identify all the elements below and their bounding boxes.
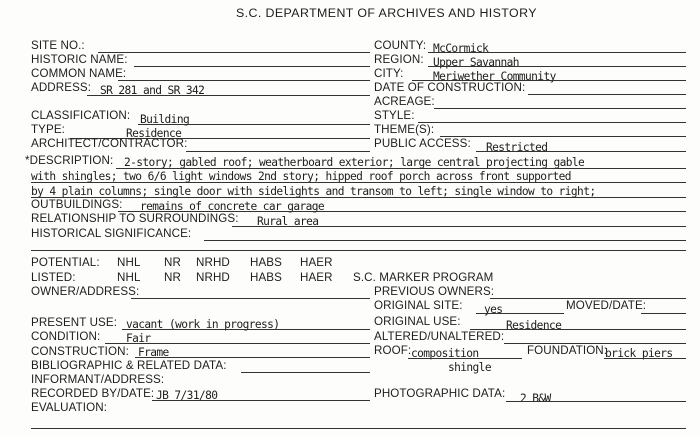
original-site-value: yes [484, 303, 503, 316]
construction-line [135, 357, 370, 358]
photographic-data-line [506, 401, 686, 402]
section-divider [31, 250, 686, 251]
description-rule-3 [31, 197, 686, 198]
style-line [418, 122, 686, 123]
condition-line [105, 343, 370, 344]
address-line [87, 95, 370, 96]
common-name-label: COMMON NAME: [31, 67, 127, 80]
architect-line [186, 151, 370, 152]
classification-label: CLASSIFICATION: [31, 109, 131, 122]
foundation-label: FOUNDATION: [527, 344, 608, 357]
recorded-by-line [152, 400, 370, 401]
original-use-label: ORIGINAL USE: [374, 315, 461, 328]
evaluation-label: EVALUATION: [31, 401, 108, 414]
roof-value-2: shingle [448, 361, 491, 374]
listed-code-nhl: NHL [117, 271, 141, 284]
present-use-label: PRESENT USE: [31, 316, 118, 329]
photographic-data-label: PHOTOGRAPHIC DATA: [374, 387, 506, 400]
acreage-line [434, 108, 686, 109]
outbuildings-value: remains of concrete car garage [140, 200, 325, 213]
historic-name-label: HISTORIC NAME: [31, 53, 128, 66]
city-value: Meriwether Community [433, 70, 556, 83]
themes-label: THEME(S): [374, 123, 435, 136]
county-line [428, 52, 686, 53]
classification-line [138, 124, 370, 125]
evaluation-rule [31, 428, 686, 429]
potential-code-nr: NR [164, 256, 181, 269]
foundation-value: brick piers [605, 347, 673, 360]
public-access-line [476, 151, 686, 152]
site-no-label: SITE NO.: [31, 39, 85, 52]
present-use-line [122, 329, 370, 330]
region-value: Upper Savannah [433, 56, 519, 69]
public-access-label: PUBLIC ACCESS: [374, 137, 471, 150]
classification-value: Building [140, 113, 190, 126]
condition-value: Fair [126, 332, 151, 345]
style-label: STYLE: [374, 109, 415, 122]
address-value: SR 281 and SR 342 [100, 84, 205, 97]
historical-significance-label: HISTORICAL SIGNIFICANCE: [31, 227, 192, 240]
county-value: McCormick [433, 42, 489, 55]
acreage-label: ACREAGE: [374, 95, 435, 108]
listed-code-habs: HABS [250, 271, 282, 284]
outbuildings-label: OUTBUILDINGS: [31, 198, 123, 211]
listed-code-nr: NR [164, 271, 181, 284]
historic-name-line [134, 66, 370, 67]
listed-code-nrhd: NRHD [196, 271, 230, 284]
document-header: S.C. DEPARTMENT OF ARCHIVES AND HISTORY [236, 6, 537, 20]
description-line-1: 2-story; gabled roof; weatherboard exterior; large central projecting gable [124, 156, 585, 169]
potential-code-haer: HAER [300, 256, 333, 269]
condition-label: CONDITION: [31, 330, 101, 343]
construction-value: Frame [138, 346, 169, 359]
description-line-3: by 4 plain columns; single door with sidelights and transom to left; single window to right; [31, 185, 596, 198]
region-line [428, 66, 686, 67]
potential-code-nrhd: NRHD [196, 256, 230, 269]
moved-date-label: MOVED/DATE: [566, 299, 647, 312]
informant-label: INFORMANT/ADDRESS: [31, 373, 165, 386]
date-of-construction-line [528, 94, 686, 95]
listed-code-haer: HAER [300, 271, 333, 284]
foundation-line [604, 358, 686, 359]
description-line-2: with shingles; two 6/6 light windows 2nd story; hipped roof porch across front supported [31, 170, 571, 183]
date-of-construction-label: DATE OF CONSTRUCTION: [374, 81, 526, 94]
potential-label: POTENTIAL: [31, 256, 100, 269]
relationship-value: Rural area [257, 215, 319, 228]
owner-address-label: OWNER/ADDRESS: [31, 285, 140, 298]
recorded-by-value: JB 7/31/80 [156, 389, 218, 402]
site-no-line [98, 52, 370, 53]
roof-line [408, 358, 522, 359]
description-rule-1 [116, 168, 686, 169]
public-access-value: Restricted [486, 141, 548, 154]
potential-code-nhl: NHL [117, 256, 141, 269]
moved-date-line [641, 313, 686, 314]
architect-label: ARCHITECT/CONTRACTOR: [31, 137, 188, 150]
biblio-line [241, 372, 370, 373]
marker-program-label: S.C. MARKER PROGRAM [353, 271, 494, 284]
relationship-rule [232, 226, 686, 227]
recorded-by-label: RECORDED BY/DATE: [31, 387, 155, 400]
owner-address-line [131, 298, 370, 299]
altered-label: ALTERED/UNALTERED: [374, 330, 505, 343]
roof-value-1: composition [411, 347, 479, 360]
description-rule-2 [31, 182, 686, 183]
relationship-label: RELATIONSHIP TO SURROUNDINGS: [31, 212, 239, 225]
roof-label: ROOF: [374, 344, 412, 357]
original-site-line [476, 313, 564, 314]
present-use-value: vacant (work in progress) [126, 318, 280, 331]
construction-label: CONSTRUCTION: [31, 345, 129, 358]
historical-significance-rule [204, 240, 686, 241]
themes-line [440, 136, 686, 137]
original-use-value: Residence [506, 319, 562, 332]
original-site-label: ORIGINAL SITE: [374, 299, 463, 312]
county-label: COUNTY: [374, 39, 427, 52]
potential-code-habs: HABS [250, 256, 282, 269]
type-value: Residence [126, 127, 182, 140]
type-label: TYPE: [31, 123, 66, 136]
listed-label: LISTED: [31, 271, 76, 284]
address-label: ADDRESS: [31, 81, 92, 94]
photographic-data-value: 2 B&W [520, 392, 551, 405]
common-name-line [118, 80, 370, 81]
biblio-label: BIBLIOGRAPHIC & RELATED DATA: [31, 359, 227, 372]
previous-owners-label: PREVIOUS OWNERS: [374, 285, 495, 298]
city-label: CITY: [374, 67, 404, 80]
region-label: REGION: [374, 53, 424, 66]
description-label: *DESCRIPTION: [25, 154, 114, 167]
